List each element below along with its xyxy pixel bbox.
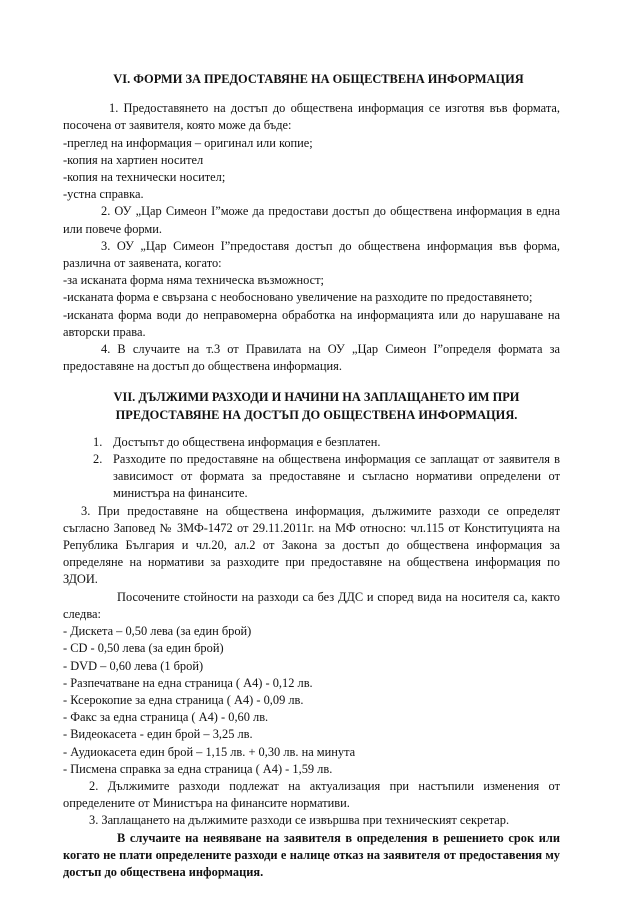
cost-item: - Писмена справка за една страница ( А4) - 1,59 лв. — [63, 761, 333, 776]
list-number: 2. — [93, 452, 103, 467]
cost-item: - Ксерокопие за една страница ( А4) - 0,09 лв. — [63, 692, 304, 707]
section-6-heading: VI. ФОРМИ ЗА ПРЕДОСТАВЯНЕ НА ОБЩЕСТВЕНА ИНФОРМАЦИЯ — [113, 72, 524, 86]
section-7-paragraph-2b: 2. Дължимите разходи подлежат на актуализация при настъпили изменения от определените от Министъра на финансите нормативи. — [63, 778, 560, 811]
cost-item: - CD - 0,50 лева (за един брой) — [63, 641, 224, 656]
cost-item: - Факс за една страница ( А4) - 0,60 лв. — [63, 710, 269, 725]
section-7-costs-intro: Посочените стойности на разходи са без ДДС и според вида на носителя са, както следва: — [63, 589, 560, 621]
list-item — [63, 451, 560, 503]
case-item: -исканата форма води до неправомерна обработка на информацията или до нарушаване на авторски права. — [63, 307, 560, 339]
form-item: -копия на технически носител; — [63, 170, 226, 185]
cost-item: - DVD – 0,60 лева (1 брой) — [63, 658, 204, 673]
cost-item: - Дискета – 0,50 лева (за един брой) — [63, 624, 252, 639]
form-item: -преглед на информация – оригинал или копие; — [63, 135, 313, 150]
cost-item: - Аудиокасета един брой – 1,15 лв. + 0,30 лв. на минута — [63, 744, 356, 759]
section-6-paragraph-4: 4. В случаите на т.3 от Правилата на ОУ „Цар Симеон І”определя формата за предоставяне на достъп до обществена информация. — [63, 342, 560, 374]
list-text: Разходите по предоставяне на обществена информация се заплащат от заявителя в зависимост от формата за предоставяне и съгласно нормативи определени от министъра на финансите. — [113, 452, 560, 501]
section-6-paragraph-2: 2. ОУ „Цар Симеон І”може да предостави достъп до обществена информация в една или повече форми. — [63, 204, 560, 236]
section-7-paragraph-3b: 3. Заплащането на дължимите разходи се извършва при техническият секретар. — [89, 813, 510, 828]
final-paragraph: В случаите на неявяване на заявителя в определения в решението срок или когато не плати определените разходи е налице отказ на заявителя от предоставения му достъп до обществена информация. — [63, 830, 560, 879]
cost-item: - Разпечатване на една страница ( А4) - 0,12 лв. — [63, 675, 313, 690]
document-content — [63, 71, 560, 881]
section-6-paragraph-3: 3. ОУ „Цар Симеон І”предоставя достъп до обществена информация във форма, различна от заявената, когато: — [63, 238, 560, 271]
case-item: -за исканата форма няма техническа възможност; — [63, 273, 324, 288]
case-item: -исканата форма е свързана с необосновано увеличение на разходите по предоставянето; — [63, 290, 533, 305]
list-number: 1. — [93, 434, 103, 449]
section-7-list — [63, 434, 560, 503]
section-6-paragraph-1: 1. Предоставянето на достъп до обществена информация се изготвя във формата, посочена от заявителя, която може да бъде: — [63, 101, 560, 133]
form-item: -устна справка. — [63, 187, 144, 202]
form-item: -копия на хартиен носител — [63, 152, 204, 167]
list-item — [63, 434, 560, 451]
cost-item: - Видеокасета - един брой – 3,25 лв. — [63, 727, 253, 742]
section-7-paragraph-3: 3. При предоставяне на обществена информация, дължимите разходи се определят съгласно Заповед № ЗМФ-1472 от 29.11.2011г. на МФ относно: чл.115 от Конституцията на Република България и чл.20, ал.2 от Закона за достъп до обществена информация за определяне на нормативи за разходите при предоставяне на обществена информация по ЗДОИ. — [63, 503, 560, 587]
list-text: Достъпът до обществена информация е безплатен. — [113, 434, 381, 449]
section-7-heading: VII. ДЪЛЖИМИ РАЗХОДИ И НАЧИНИ НА ЗАПЛАЩАНЕТО ИМ ПРИ ПРЕДОСТАВЯНЕ НА ДОСТЪП ДО ОБЩЕСТВЕНА ИНФОРМАЦИЯ. — [113, 390, 520, 422]
